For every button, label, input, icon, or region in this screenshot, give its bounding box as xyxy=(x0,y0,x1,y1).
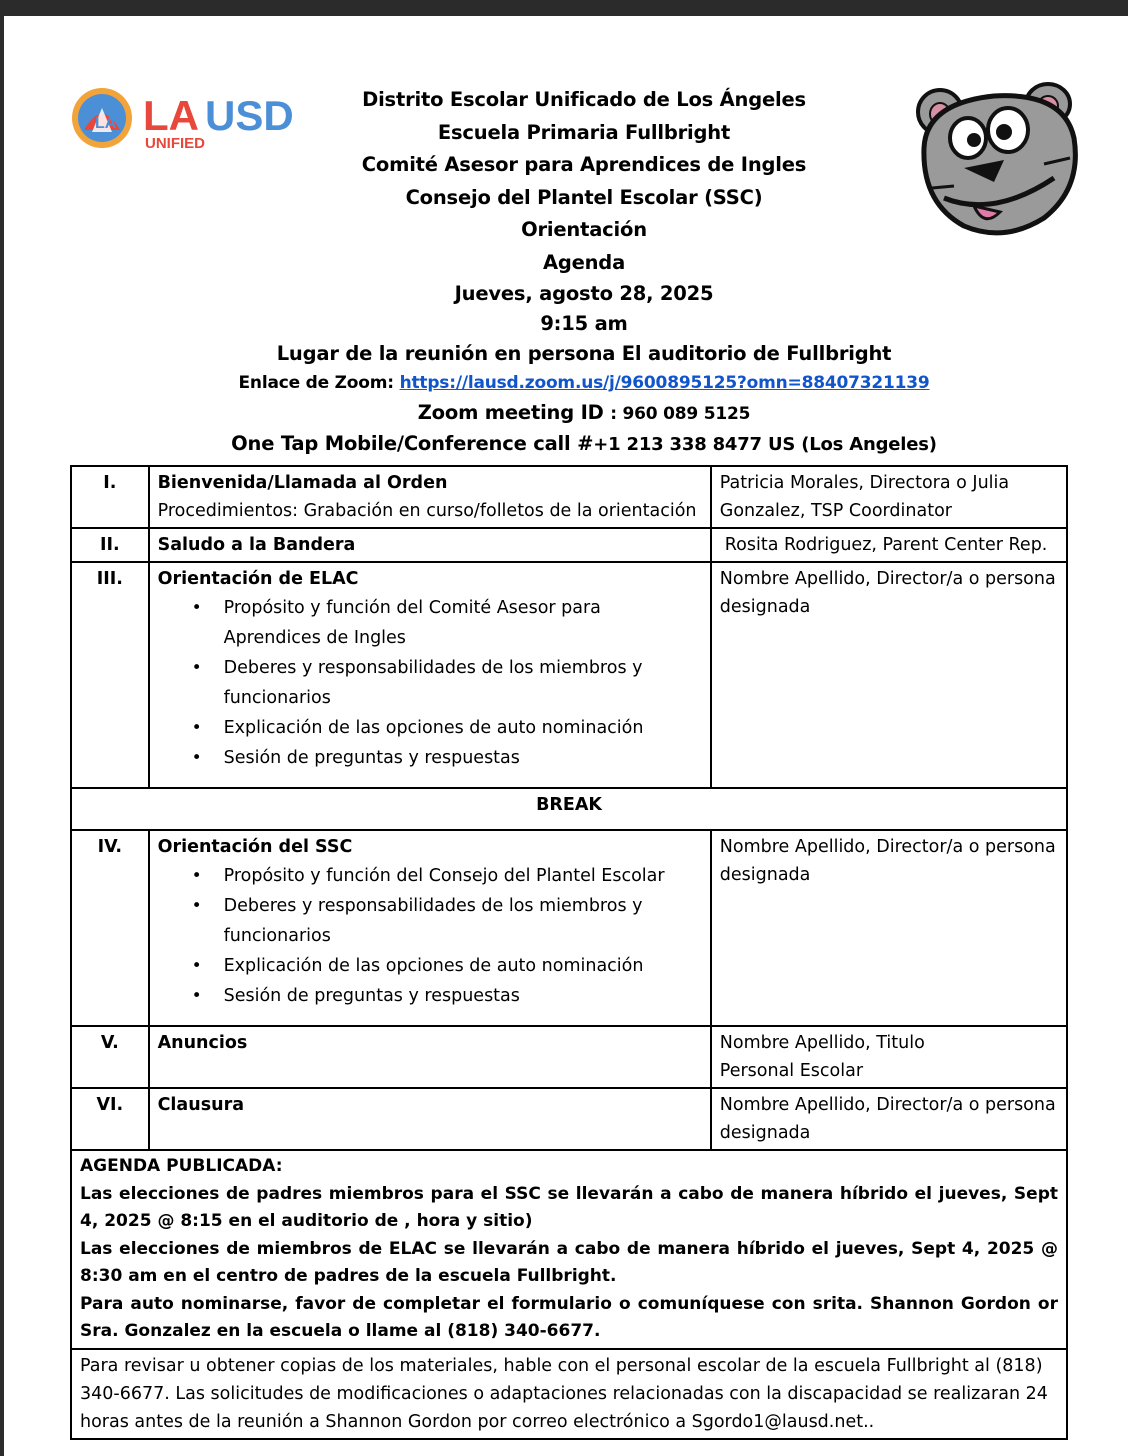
list-item: • Propósito y función del Consejo del Plantel Escolar xyxy=(224,861,702,891)
zoom-meeting-id-label: Zoom meeting ID xyxy=(417,401,611,424)
svg-text:USD: USD xyxy=(205,92,294,139)
agenda-row xyxy=(71,1026,1067,1088)
agenda-row xyxy=(71,1088,1067,1150)
published-notice-row xyxy=(71,1150,1067,1349)
presenter-name: Nombre Apellido, Titulo xyxy=(719,1033,925,1053)
item-content xyxy=(149,830,711,1026)
bullet-list xyxy=(158,593,702,773)
break-row xyxy=(71,788,1067,830)
list-item: • Explicación de las opciones de auto nominación xyxy=(224,713,702,743)
elac-election-notice: Las elecciones de miembros de ELAC se llevarán a cabo de manera híbrido el jueves, Sept 4, 2025 @ 8:30 am en el centro de padres de la escuela Fullbright. xyxy=(80,1238,1058,1286)
committee-name: Comité Asesor para Aprendices de Ingles xyxy=(361,153,807,176)
break-label: BREAK xyxy=(71,788,1067,830)
item-number: V. xyxy=(71,1026,149,1088)
zoom-link-label: Enlace de Zoom: xyxy=(238,373,400,393)
item-presenter xyxy=(711,1026,1067,1088)
district-name: Distrito Escolar Unificado de Los Ángeles xyxy=(362,88,806,111)
item-number: IV. xyxy=(71,830,149,1026)
item-title: Anuncios xyxy=(149,1026,711,1088)
meeting-type: Orientación xyxy=(521,218,647,241)
conference-call-label: One Tap Mobile/Conference call # xyxy=(231,432,594,455)
item-content xyxy=(149,562,711,788)
item-presenter: Nombre Apellido, Director/a o persona designada xyxy=(711,562,1067,788)
council-name: Consejo del Plantel Escolar (SSC) xyxy=(405,185,763,209)
agenda-header xyxy=(184,84,984,460)
zoom-link[interactable]: https://lausd.zoom.us/j/9600895125?omn=88407321139 xyxy=(399,373,930,393)
meeting-location: Lugar de la reunión en persona El auditorio de Fullbright xyxy=(276,342,892,365)
item-title: Orientación del SSC xyxy=(157,837,353,857)
list-item: • Deberes y responsabilidades de los miembros y funcionarios xyxy=(224,653,702,713)
item-number: II. xyxy=(71,528,149,562)
svg-text:LA: LA xyxy=(143,92,199,139)
agenda-row xyxy=(71,562,1067,788)
meeting-time: 9:15 am xyxy=(540,312,628,335)
item-description: Procedimientos: Grabación en curso/folletos de la orientación xyxy=(157,501,697,521)
agenda-row xyxy=(71,466,1067,528)
bullet-list xyxy=(158,861,702,1011)
item-presenter: Patricia Morales, Directora o Julia Gonzalez, TSP Coordinator xyxy=(711,466,1067,528)
published-notice xyxy=(71,1150,1067,1349)
self-nomination-notice: Para auto nominarse, favor de completar el formulario o comuníquese con srita. Shannon Gordon or Sra. Gonzalez en la escuela o llame al (818) 340-6677. xyxy=(80,1293,1058,1341)
document-page xyxy=(4,16,1128,1456)
list-item: • Deberes y responsabilidades de los miembros y funcionarios xyxy=(224,891,702,951)
school-name: Escuela Primaria Fullbright xyxy=(437,120,731,144)
item-number: I. xyxy=(71,466,149,528)
agenda-row xyxy=(71,528,1067,562)
list-item: • Sesión de preguntas y respuestas xyxy=(224,743,702,773)
list-item: • Explicación de las opciones de auto nominación xyxy=(224,951,702,981)
conference-call-number: +1 213 338 8477 US (Los Angeles) xyxy=(593,434,937,455)
document-title: Agenda xyxy=(542,250,626,274)
ssc-election-notice: Las elecciones de padres miembros para el SSC se llevarán a cabo de manera híbrido el jueves, Sept 4, 2025 @ 8:15 en el auditorio de , hora y sitio) xyxy=(80,1183,1058,1231)
item-number: VI. xyxy=(71,1088,149,1150)
svg-text:LA: LA xyxy=(95,115,117,132)
zoom-meeting-id-value: : 960 089 5125 xyxy=(610,404,751,424)
item-title: Saludo a la Bandera xyxy=(149,528,711,562)
review-notice: Para revisar u obtener copias de los materiales, hable con el personal escolar de la escuela Fullbright al (818) 340-6677. Las solicitudes de modificaciones o adaptaciones relacionadas con la discapacidad se realizaran 24 horas antes de la reunión a Shannon Gordon por correo electrónico a Sgordo1@lausd.net.. xyxy=(71,1349,1067,1439)
item-presenter: Nombre Apellido, Director/a o persona designada xyxy=(711,1088,1067,1150)
agenda-table xyxy=(70,465,1068,1440)
meeting-date: Jueves, agosto 28, 2025 xyxy=(454,282,714,305)
published-heading: AGENDA PUBLICADA: xyxy=(80,1156,283,1176)
zoom-meeting-id-line xyxy=(184,398,984,429)
item-number: III. xyxy=(71,562,149,788)
item-title: Orientación de ELAC xyxy=(157,569,359,589)
zoom-link-line xyxy=(184,369,984,398)
list-item: • Sesión de preguntas y respuestas xyxy=(224,981,702,1011)
review-notice-row xyxy=(71,1349,1067,1439)
list-item: • Propósito y función del Comité Asesor para Aprendices de Ingles xyxy=(224,593,702,653)
agenda-row xyxy=(71,830,1067,1026)
item-presenter: Nombre Apellido, Director/a o persona designada xyxy=(711,830,1067,1026)
presenter-role: Personal Escolar xyxy=(719,1061,864,1081)
svg-text:UNIFIED: UNIFIED xyxy=(145,135,205,152)
conference-call-line xyxy=(184,429,984,460)
item-title: Clausura xyxy=(149,1088,711,1150)
item-presenter: Rosita Rodriguez, Parent Center Rep. xyxy=(711,528,1067,562)
item-content xyxy=(149,466,711,528)
item-title: Bienvenida/Llamada al Orden xyxy=(157,473,448,493)
